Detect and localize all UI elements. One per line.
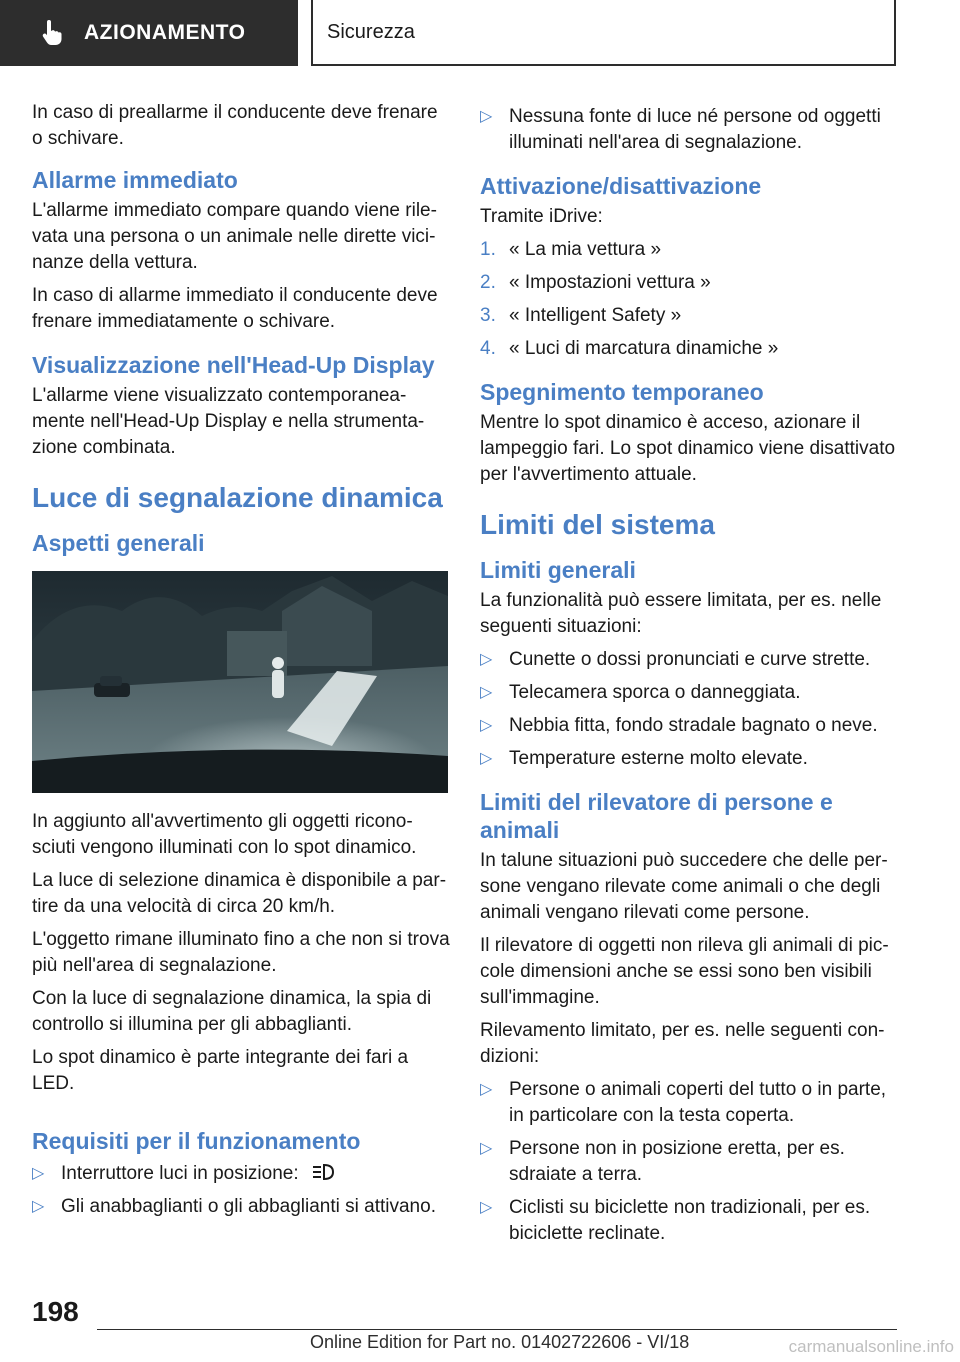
triangle-bullet-icon: ▷: [480, 108, 493, 125]
list-item: 3. « Intelligent Safety »: [480, 305, 682, 326]
pedestrian-figure: [272, 657, 284, 698]
list-item: ▷ Persone non in posizione eretta, per es. sdraiate a terra.: [480, 1138, 845, 1185]
requisiti-list: [32, 1161, 450, 1220]
night-road-pedestrian-image: [32, 571, 448, 793]
triangle-bullet-icon: ▷: [480, 651, 493, 668]
right-column: [480, 100, 900, 1254]
list-item: ▷ Temperature esterne molto elevate.: [480, 746, 900, 772]
rilevatore-paragraph-1: In talune situazioni può succedere che delle per-sone vengano rilevate come animali o che degli animali vengano rilevati come persone.: [480, 850, 888, 923]
section-title: Sicurezza: [327, 20, 415, 43]
list-item: 2. « Impostazioni vettura »: [480, 272, 711, 293]
heading-spegnimento: Spegnimento temporaneo: [480, 379, 764, 405]
aspetti-paragraph-1: In aggiunto all'avvertimento gli oggetti ricono-sciuti vengono illuminati con lo spot dinamico.: [32, 811, 417, 858]
limiti-generali-paragraph: La funzionalità può essere limitata, per es. nelle seguenti situazioni:: [480, 590, 882, 637]
list-item: ▷ Interruttore luci in posizione:: [32, 1161, 450, 1187]
list-item: 1. « La mia vettura »: [480, 239, 662, 260]
footer-divider: [97, 1329, 897, 1330]
heading-head-up-display: Visualizzazione nell'Head-Up Display: [32, 352, 435, 378]
section-tab-label: AZIONAMENTO: [84, 21, 246, 44]
aspetti-paragraph-2: La luce di selezione dinamica è disponibile a par-tire da una velocità di circa 20 km/h.: [32, 870, 447, 917]
rilevatore-paragraph-2: Il rilevatore di oggetti non rileva gli animali di pic-cole dimensioni anche se essi sono ben visibili sull'immagine.: [480, 935, 889, 1008]
triangle-bullet-icon: ▷: [480, 750, 493, 767]
aspetti-paragraph-4: Con la luce di segnalazione dinamica, la spia di controllo si illumina per gli abbaglianti.: [32, 988, 432, 1035]
heading-limiti-generali: Limiti generali: [480, 557, 636, 583]
list-item: ▷ Nessuna fonte di luce né persone od oggetti illuminati nell'area di segnalazione.: [480, 106, 881, 153]
allarme-paragraph-1: L'allarme immediato compare quando viene rile-vata una persona o un animale nelle dirette vici-nanze della vettura.: [32, 200, 437, 273]
attivazione-paragraph: Tramite iDrive:: [480, 206, 603, 227]
list-item: ▷ Gli anabbaglianti o gli abbaglianti si attivano.: [32, 1194, 450, 1220]
limiti-generali-list: [480, 647, 900, 772]
intro-paragraph: In caso di preallarme il conducente deve frenare o schivare.: [32, 102, 438, 149]
triangle-bullet-icon: ▷: [480, 1199, 493, 1216]
triangle-bullet-icon: ▷: [480, 717, 493, 734]
hand-pointer-icon: [36, 18, 66, 48]
list-item: ▷ Ciclisti su biciclette non tradizionali, per es. biciclette reclinate.: [480, 1197, 871, 1244]
heading-requisiti: Requisiti per il funzionamento: [32, 1128, 361, 1154]
rilevatore-list: [480, 1077, 900, 1247]
watermark: carmanualsonline.info: [788, 1337, 954, 1356]
page-number: 198: [32, 1296, 79, 1327]
spegnimento-paragraph: Mentre lo spot dinamico è acceso, azionare il lampeggio fari. Lo spot dinamico viene disattivato per l'avvertimento attuale.: [480, 412, 896, 485]
idrive-steps-list: [480, 237, 900, 362]
section-tab: [0, 0, 298, 66]
section-title-box: [311, 0, 896, 66]
requisiti-list-continued: [480, 104, 900, 156]
heading-limiti-sistema: Limiti del sistema: [480, 509, 715, 540]
aspetti-paragraph-3: L'oggetto rimane illuminato fino a che non si trova più nell'area di segnalazione.: [32, 929, 450, 976]
allarme-paragraph-2: In caso di allarme immediato il conducente deve frenare immediatamente o schivare.: [32, 285, 438, 332]
heading-allarme-immediato: Allarme immediato: [32, 167, 238, 193]
heading-aspetti-generali: Aspetti generali: [32, 530, 205, 556]
triangle-bullet-icon: ▷: [480, 1081, 493, 1098]
heading-attivazione: Attivazione/disattivazione: [480, 173, 762, 199]
aspetti-paragraph-5: Lo spot dinamico è parte integrante dei fari a LED.: [32, 1047, 409, 1094]
headlight-auto-icon: [310, 1161, 336, 1183]
list-item: ▷ Telecamera sporca o danneggiata.: [480, 680, 900, 706]
triangle-bullet-icon: ▷: [480, 684, 493, 701]
left-column: [32, 100, 450, 1227]
triangle-bullet-icon: ▷: [32, 1198, 45, 1215]
triangle-bullet-icon: ▷: [480, 1140, 493, 1157]
list-item: ▷ Persone o animali coperti del tutto o in parte, in particolare con la testa coperta.: [480, 1079, 887, 1126]
hud-paragraph: L'allarme viene visualizzato contemporanea-mente nell'Head-Up Display e nella strumenta-zione combinata.: [32, 385, 425, 458]
heading-limiti-rilevatore: Limiti del rilevatore di persone e animali: [480, 789, 833, 843]
page-header: [0, 0, 960, 66]
list-item: 4. « Luci di marcatura dinamiche »: [480, 338, 779, 359]
rilevatore-paragraph-3: Rilevamento limitato, per es. nelle seguenti con-dizioni:: [480, 1020, 885, 1067]
list-item: ▷ Nebbia fitta, fondo stradale bagnato o neve.: [480, 713, 900, 739]
edition-info: Online Edition for Part no. 01402722606 - VI/18: [310, 1332, 690, 1352]
triangle-bullet-icon: ▷: [32, 1165, 45, 1182]
heading-luce-segnalazione: Luce di segnalazione dinamica: [32, 482, 443, 513]
list-item: ▷ Cunette o dossi pronunciati e curve strette.: [480, 647, 900, 673]
